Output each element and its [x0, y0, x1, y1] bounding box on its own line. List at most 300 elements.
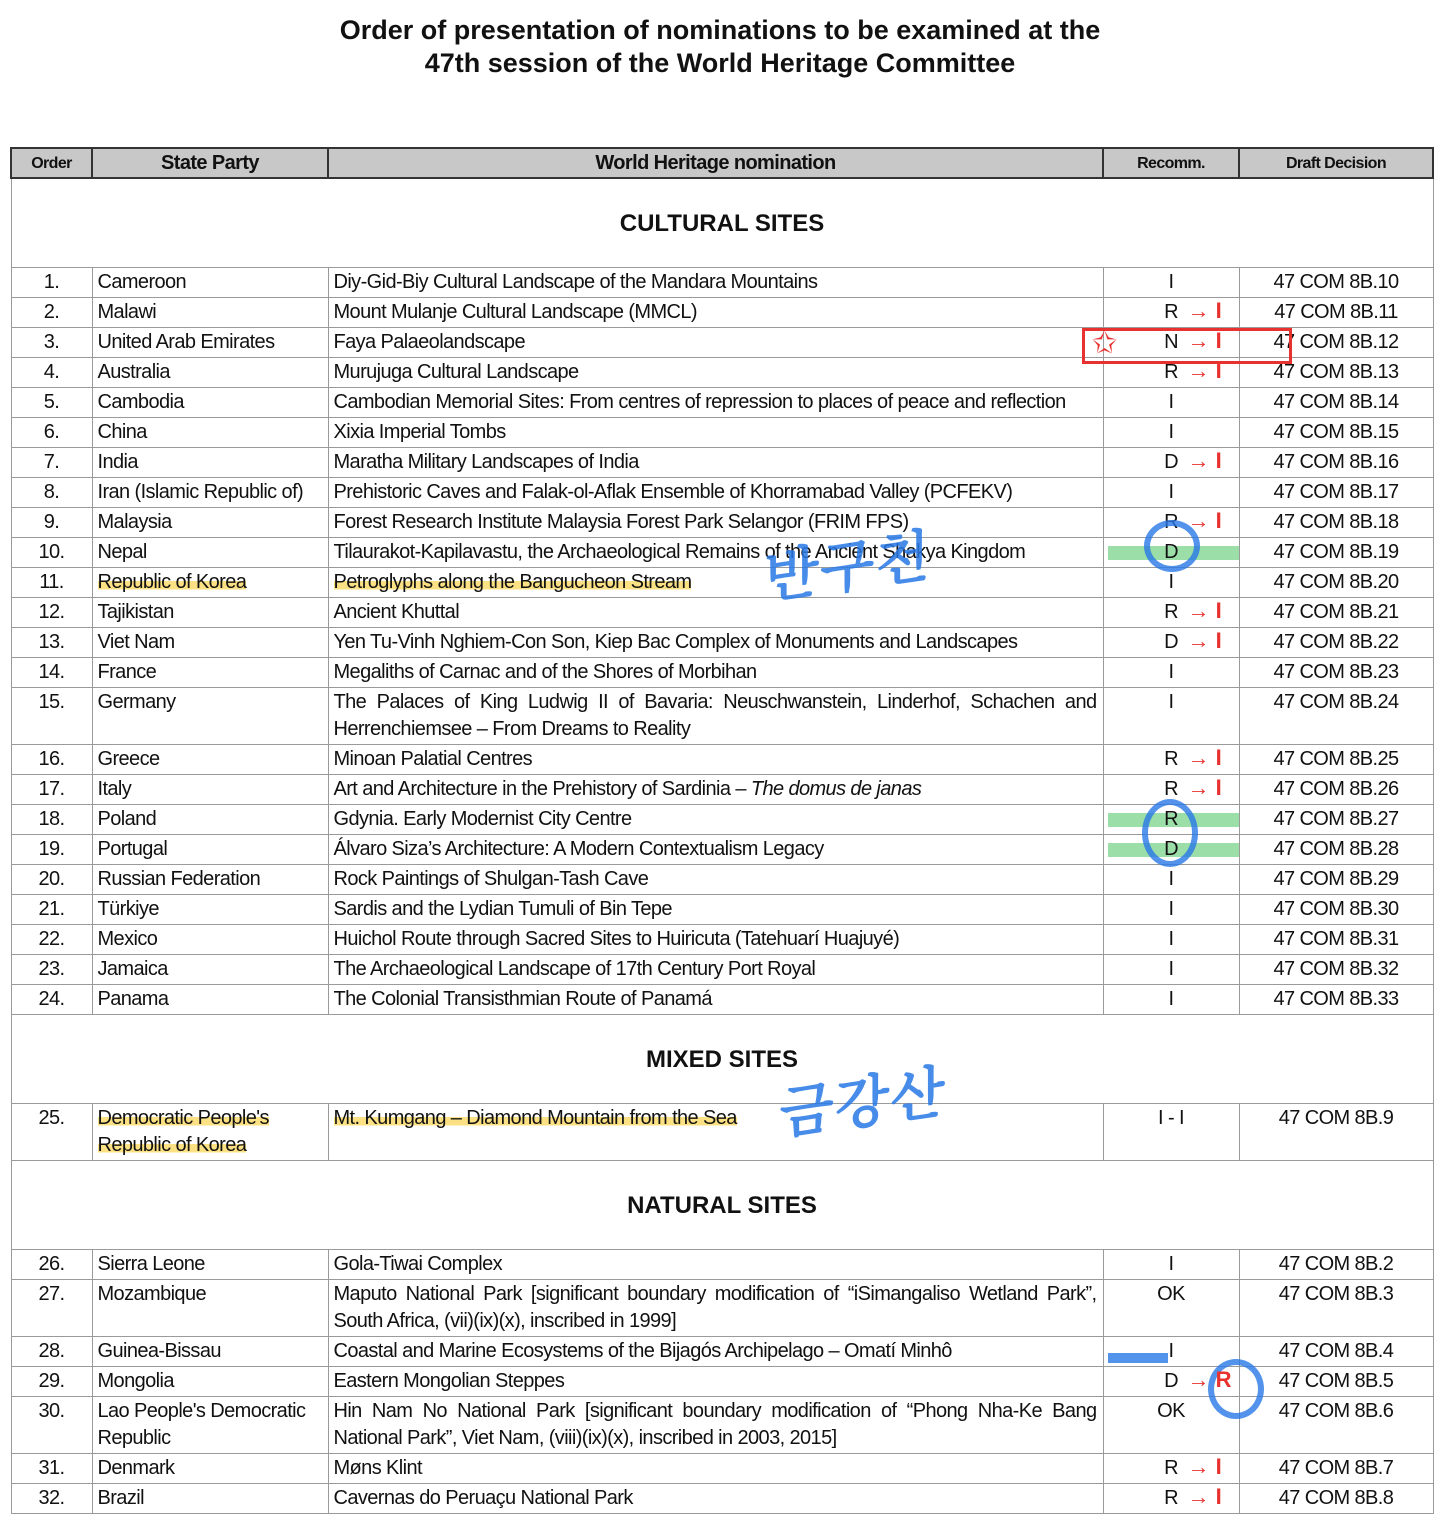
nomination-text: Gola-Tiwai Complex	[333, 1253, 503, 1275]
nomination-text: Tilaurakot-Kapilavastu, the Archaeological Remains of the Ancient Shakya Kingdom	[333, 541, 1026, 563]
red-handwritten-note: → I	[1187, 1484, 1222, 1509]
red-handwritten-note: → I	[1187, 298, 1222, 323]
recommendation	[1103, 955, 1239, 985]
red-handwritten-note: → I	[1187, 508, 1222, 533]
recommendation-value: I	[1168, 391, 1174, 413]
draft-decision: 47 COM 8B.22	[1239, 628, 1433, 658]
title-line-2: 47th session of the World Heritage Committee	[424, 48, 1016, 78]
draft-decision: 47 COM 8B.15	[1239, 418, 1433, 448]
recommendation-value: I	[1168, 868, 1174, 890]
state-party	[92, 268, 328, 298]
order-number: 2.	[11, 298, 92, 328]
recommendation-value: D	[1164, 631, 1178, 653]
recommendation	[1103, 985, 1239, 1015]
order-number: 31.	[11, 1454, 92, 1484]
recommendation-value: R	[1164, 361, 1178, 383]
order-number: 4.	[11, 358, 92, 388]
recommendation-value: I	[1168, 421, 1174, 443]
order-number: 24.	[11, 985, 92, 1015]
nomination	[328, 1280, 1103, 1337]
recommendation-value: I	[1168, 481, 1174, 503]
table-row	[11, 1280, 1433, 1337]
nomination	[328, 598, 1103, 628]
order-number: 9.	[11, 508, 92, 538]
nomination-text: Murujuga Cultural Landscape	[333, 361, 579, 383]
nomination	[328, 508, 1103, 538]
state-party	[92, 1367, 328, 1397]
state-party	[92, 688, 328, 745]
state-party-text: Guinea-Bissau	[97, 1340, 221, 1362]
recommendation	[1103, 538, 1239, 568]
recommendation-value: I	[1168, 988, 1174, 1010]
nomination-text: Hin Nam No National Park [significant boundary modification of “Phong Nha-Ke Bang National Park”, Viet Nam, (viii)(ix)(x), inscribed in 2003, 2015]	[333, 1400, 1097, 1449]
table-row	[11, 1484, 1433, 1514]
draft-decision: 47 COM 8B.19	[1239, 538, 1433, 568]
recommendation-value: R	[1164, 301, 1178, 323]
draft-decision: 47 COM 8B.8	[1239, 1484, 1433, 1514]
state-party	[92, 805, 328, 835]
nomination-text: Forest Research Institute Malaysia Forest Park Selangor (FRIM FPS)	[333, 511, 909, 533]
recommendation	[1103, 925, 1239, 955]
order-number: 6.	[11, 418, 92, 448]
state-party	[92, 1280, 328, 1337]
state-party-text: Poland	[97, 808, 157, 830]
blue-line-annotation	[1108, 1353, 1168, 1363]
recommendation	[1103, 1250, 1239, 1280]
table-row	[11, 448, 1433, 478]
draft-decision: 47 COM 8B.18	[1239, 508, 1433, 538]
nomination-text: Ancient Khuttal	[333, 601, 460, 623]
state-party-text: Panama	[97, 988, 169, 1010]
recommendation	[1103, 448, 1239, 478]
table-row	[11, 598, 1433, 628]
recommendation-value: D	[1164, 451, 1178, 473]
recommendation	[1103, 598, 1239, 628]
order-number: 25.	[11, 1104, 92, 1161]
state-party-text: Denmark	[97, 1457, 175, 1479]
recommendation	[1103, 1280, 1239, 1337]
table-row	[11, 1250, 1433, 1280]
nomination-text: Rock Paintings of Shulgan-Tash Cave	[333, 868, 649, 890]
recommendation-value: I	[1168, 1253, 1174, 1275]
nomination-text: Eastern Mongolian Steppes	[333, 1370, 565, 1392]
state-party	[92, 1397, 328, 1454]
nomination-text: Megaliths of Carnac and of the Shores of Morbihan	[333, 661, 757, 683]
section-heading: MIXED SITES	[11, 1015, 1433, 1104]
state-party-text: Cameroon	[97, 271, 187, 293]
nomination	[328, 628, 1103, 658]
state-party-text: Türkiye	[97, 898, 159, 920]
nomination-text: Sardis and the Lydian Tumuli of Bin Tepe	[333, 898, 672, 920]
order-number: 5.	[11, 388, 92, 418]
state-party-text: Lao People's Democratic Republic	[97, 1400, 306, 1449]
order-number: 13.	[11, 628, 92, 658]
recommendation-value: OK	[1157, 1283, 1185, 1305]
draft-decision: 47 COM 8B.13	[1239, 358, 1433, 388]
nomination-text: Xixia Imperial Tombs	[333, 421, 506, 443]
nomination-text: Diy-Gid-Biy Cultural Landscape of the Mandara Mountains	[333, 271, 818, 293]
header-order: Order	[11, 148, 92, 178]
nomination	[328, 1484, 1103, 1514]
table-row	[11, 895, 1433, 925]
draft-decision: 47 COM 8B.23	[1239, 658, 1433, 688]
table-row	[11, 298, 1433, 328]
recommendation-value: I	[1168, 928, 1174, 950]
state-party-text: Iran (Islamic Republic of)	[97, 481, 304, 503]
state-party	[92, 508, 328, 538]
header-nomination: World Heritage nomination	[328, 148, 1103, 178]
order-number: 21.	[11, 895, 92, 925]
state-party	[92, 658, 328, 688]
nomination	[328, 388, 1103, 418]
order-number: 19.	[11, 835, 92, 865]
recommendation-value: I	[1168, 661, 1174, 683]
recommendation	[1103, 628, 1239, 658]
state-party-text: Mexico	[97, 928, 158, 950]
table-row	[11, 508, 1433, 538]
order-number: 1.	[11, 268, 92, 298]
order-number: 22.	[11, 925, 92, 955]
nomination-text: Faya Palaeolandscape	[333, 331, 525, 353]
draft-decision: 47 COM 8B.30	[1239, 895, 1433, 925]
nomination	[328, 538, 1103, 568]
state-party	[92, 448, 328, 478]
order-number: 12.	[11, 598, 92, 628]
draft-decision: 47 COM 8B.32	[1239, 955, 1433, 985]
recommendation-value: I	[1168, 1340, 1174, 1362]
star-icon: ✩	[1092, 327, 1118, 360]
nomination	[328, 1454, 1103, 1484]
draft-decision: 47 COM 8B.17	[1239, 478, 1433, 508]
order-number: 27.	[11, 1280, 92, 1337]
red-handwritten-note: → I	[1187, 448, 1222, 473]
recommendation	[1103, 298, 1239, 328]
state-party	[92, 568, 328, 598]
recommendation-value: I	[1168, 958, 1174, 980]
nomination-text: Gdynia. Early Modernist City Centre	[333, 808, 632, 830]
recommendation	[1103, 1484, 1239, 1514]
table-row	[11, 1454, 1433, 1484]
nomination	[328, 658, 1103, 688]
state-party-text: Greece	[97, 748, 160, 770]
recommendation	[1103, 568, 1239, 598]
state-party	[92, 1104, 328, 1161]
document-title	[0, 14, 1440, 80]
draft-decision: 47 COM 8B.10	[1239, 268, 1433, 298]
state-party-text: Mozambique	[97, 1283, 207, 1305]
draft-decision: 47 COM 8B.9	[1239, 1104, 1433, 1161]
nomination-text: Mt. Kumgang – Diamond Mountain from the Sea	[333, 1107, 737, 1129]
state-party-text: Mongolia	[97, 1370, 174, 1392]
state-party	[92, 865, 328, 895]
order-number: 29.	[11, 1367, 92, 1397]
state-party-text: India	[97, 451, 138, 473]
state-party	[92, 925, 328, 955]
draft-decision: 47 COM 8B.24	[1239, 688, 1433, 745]
draft-decision: 47 COM 8B.7	[1239, 1454, 1433, 1484]
state-party-text: Malawi	[97, 301, 157, 323]
section-heading: CULTURAL SITES	[11, 178, 1433, 268]
draft-decision: 47 COM 8B.3	[1239, 1280, 1433, 1337]
order-number: 8.	[11, 478, 92, 508]
nomination	[328, 448, 1103, 478]
state-party	[92, 1337, 328, 1367]
nomination-text: Møns Klint	[333, 1457, 422, 1479]
section-row	[11, 1015, 1433, 1104]
order-number: 16.	[11, 745, 92, 775]
section-heading: NATURAL SITES	[11, 1161, 1433, 1250]
state-party	[92, 328, 328, 358]
state-party	[92, 628, 328, 658]
red-handwritten-note: → I	[1187, 598, 1222, 623]
order-number: 10.	[11, 538, 92, 568]
table-row	[11, 805, 1433, 835]
nomination	[328, 805, 1103, 835]
state-party	[92, 358, 328, 388]
recommendation	[1103, 388, 1239, 418]
state-party-text: Italy	[97, 778, 132, 800]
order-number: 26.	[11, 1250, 92, 1280]
nomination	[328, 865, 1103, 895]
state-party	[92, 955, 328, 985]
nomination-text: Yen Tu-Vinh Nghiem-Con Son, Kiep Bac Complex of Monuments and Landscapes	[333, 631, 1018, 653]
state-party-text: Malaysia	[97, 511, 172, 533]
state-party	[92, 1250, 328, 1280]
order-number: 30.	[11, 1397, 92, 1454]
recommendation-value: R	[1164, 808, 1178, 830]
order-number: 15.	[11, 688, 92, 745]
nomination-italic: The domus de janas	[750, 778, 922, 800]
order-number: 14.	[11, 658, 92, 688]
state-party-text: Republic of Korea	[97, 571, 247, 593]
recommendation	[1103, 865, 1239, 895]
table-row	[11, 478, 1433, 508]
recommendation-value: R	[1164, 511, 1178, 533]
recommendation	[1103, 658, 1239, 688]
table-row	[11, 775, 1433, 805]
table-row	[11, 745, 1433, 775]
nomination-text: The Colonial Transisthmian Route of Panamá	[333, 988, 712, 1010]
state-party	[92, 388, 328, 418]
recommendation-value: R	[1164, 601, 1178, 623]
nomination	[328, 268, 1103, 298]
draft-decision: 47 COM 8B.12	[1239, 328, 1433, 358]
table-row	[11, 865, 1433, 895]
nomination-text: Art and Architecture in the Prehistory of Sardinia –	[333, 778, 751, 800]
draft-decision: 47 COM 8B.25	[1239, 745, 1433, 775]
order-number: 23.	[11, 955, 92, 985]
nomination-text: Mount Mulanje Cultural Landscape (MMCL)	[333, 301, 697, 323]
order-number: 7.	[11, 448, 92, 478]
recommendation-value: D	[1164, 838, 1178, 860]
recommendation-value: D	[1164, 1370, 1178, 1392]
recommendation-value: N	[1164, 331, 1178, 353]
nomination	[328, 895, 1103, 925]
header-draft-decision: Draft Decision	[1239, 148, 1433, 178]
recommendation-value: I	[1168, 691, 1174, 713]
table-row	[11, 568, 1433, 598]
draft-decision: 47 COM 8B.16	[1239, 448, 1433, 478]
state-party	[92, 985, 328, 1015]
draft-decision: 47 COM 8B.21	[1239, 598, 1433, 628]
recommendation	[1103, 1104, 1239, 1161]
draft-decision: 47 COM 8B.11	[1239, 298, 1433, 328]
table-row	[11, 628, 1433, 658]
state-party	[92, 1454, 328, 1484]
state-party	[92, 895, 328, 925]
recommendation-value: R	[1164, 778, 1178, 800]
red-handwritten-note: → I	[1187, 628, 1222, 653]
recommendation-value: D	[1164, 541, 1178, 563]
table-row	[11, 418, 1433, 448]
draft-decision: 47 COM 8B.5	[1239, 1367, 1433, 1397]
state-party	[92, 835, 328, 865]
recommendation-value: I	[1168, 571, 1174, 593]
nomination-text: Huichol Route through Sacred Sites to Huiricuta (Tatehuarí Huajuyé)	[333, 928, 900, 950]
state-party	[92, 598, 328, 628]
nomination-text: Petroglyphs along the Bangucheon Stream	[333, 571, 692, 593]
nomination-text: The Archaeological Landscape of 17th Century Port Royal	[333, 958, 816, 980]
nomination-text: Cavernas do Peruaçu National Park	[333, 1487, 633, 1509]
draft-decision: 47 COM 8B.27	[1239, 805, 1433, 835]
table-row	[11, 1337, 1433, 1367]
table-row	[11, 388, 1433, 418]
nomination	[328, 1250, 1103, 1280]
nomination	[328, 328, 1103, 358]
draft-decision: 47 COM 8B.33	[1239, 985, 1433, 1015]
order-number: 3.	[11, 328, 92, 358]
state-party-text: France	[97, 661, 157, 683]
nomination	[328, 358, 1103, 388]
state-party-text: Cambodia	[97, 391, 184, 413]
state-party	[92, 418, 328, 448]
state-party	[92, 1484, 328, 1514]
table-row	[11, 688, 1433, 745]
draft-decision: 47 COM 8B.14	[1239, 388, 1433, 418]
recommendation	[1103, 1454, 1239, 1484]
state-party	[92, 298, 328, 328]
nomination-text: Álvaro Siza’s Architecture: A Modern Contextualism Legacy	[333, 838, 824, 860]
state-party-text: Sierra Leone	[97, 1253, 205, 1275]
nomination-text: Minoan Palatial Centres	[333, 748, 533, 770]
state-party-text: Jamaica	[97, 958, 168, 980]
header-state-party: State Party	[92, 148, 328, 178]
recommendation-value: R	[1164, 748, 1178, 770]
recommendation-value: R	[1164, 1487, 1178, 1509]
nomination-text: The Palaces of King Ludwig II of Bavaria: Neuschwanstein, Linderhof, Schachen and Herrenchiemsee – From Dreams to Reality	[333, 691, 1097, 740]
handwritten-annotation: 금강산	[779, 1058, 946, 1149]
state-party-text: Germany	[97, 691, 176, 713]
draft-decision: 47 COM 8B.29	[1239, 865, 1433, 895]
recommendation-value: R	[1164, 1457, 1178, 1479]
nomination-text: Prehistoric Caves and Falak-ol-Aflak Ensemble of Khorramabad Valley (PCFEKV)	[333, 481, 1013, 503]
state-party-text: Democratic People's Republic of Korea	[97, 1107, 269, 1156]
recommendation-value: I	[1168, 271, 1174, 293]
table-header	[11, 148, 1433, 178]
order-number: 18.	[11, 805, 92, 835]
order-number: 11.	[11, 568, 92, 598]
nomination	[328, 955, 1103, 985]
order-number: 17.	[11, 775, 92, 805]
recommendation	[1103, 895, 1239, 925]
table-row	[11, 538, 1433, 568]
recommendation	[1103, 478, 1239, 508]
recommendation-value: OK	[1157, 1400, 1185, 1422]
state-party	[92, 478, 328, 508]
draft-decision: 47 COM 8B.31	[1239, 925, 1433, 955]
nomination-text: Cambodian Memorial Sites: From centres of repression to places of peace and reflection	[333, 391, 1066, 413]
red-handwritten-note: → I	[1187, 328, 1222, 353]
state-party	[92, 538, 328, 568]
order-number: 32.	[11, 1484, 92, 1514]
section-row	[11, 178, 1433, 268]
nomination	[328, 835, 1103, 865]
state-party-text: China	[97, 421, 147, 443]
draft-decision: 47 COM 8B.4	[1239, 1337, 1433, 1367]
recommendation-value: I	[1168, 898, 1174, 920]
red-handwritten-note: → R	[1187, 1367, 1232, 1392]
state-party	[92, 775, 328, 805]
recommendation	[1103, 268, 1239, 298]
nomination	[328, 745, 1103, 775]
state-party-text: United Arab Emirates	[97, 331, 275, 353]
state-party	[92, 745, 328, 775]
nomination-text: Maputo National Park [significant boundary modification of “iSimangaliso Wetland Park”, South Africa, (vii)(ix)(x), inscribed in 1999]	[333, 1283, 1097, 1332]
table-row	[11, 268, 1433, 298]
nomination-text: Coastal and Marine Ecosystems of the Bijagós Archipelago – Omatí Minhô	[333, 1340, 952, 1362]
state-party-text: Russian Federation	[97, 868, 261, 890]
red-handwritten-note: → I	[1187, 775, 1222, 800]
recommendation	[1103, 745, 1239, 775]
nomination	[328, 925, 1103, 955]
red-handwritten-note: → I	[1187, 358, 1222, 383]
nomination	[328, 985, 1103, 1015]
table-row	[11, 925, 1433, 955]
nomination	[328, 1367, 1103, 1397]
title-line-1: Order of presentation of nominations to be examined at the	[339, 15, 1101, 45]
recommendation	[1103, 1367, 1239, 1397]
table-row	[11, 955, 1433, 985]
state-party-text: Brazil	[97, 1487, 144, 1509]
nomination	[328, 1337, 1103, 1367]
header-recomm: Recomm.	[1103, 148, 1239, 178]
state-party-text: Portugal	[97, 838, 168, 860]
nomination	[328, 775, 1103, 805]
recommendation	[1103, 805, 1239, 835]
recommendation	[1103, 418, 1239, 448]
state-party-text: Tajikistan	[97, 601, 174, 623]
red-handwritten-note: → I	[1187, 1454, 1222, 1479]
draft-decision: 47 COM 8B.20	[1239, 568, 1433, 598]
draft-decision: 47 COM 8B.28	[1239, 835, 1433, 865]
section-row	[11, 1161, 1433, 1250]
order-number: 28.	[11, 1337, 92, 1367]
recommendation	[1103, 688, 1239, 745]
draft-decision: 47 COM 8B.6	[1239, 1397, 1433, 1454]
nomination	[328, 478, 1103, 508]
nomination	[328, 1397, 1103, 1454]
draft-decision: 47 COM 8B.2	[1239, 1250, 1433, 1280]
state-party-text: Nepal	[97, 541, 147, 563]
nomination	[328, 298, 1103, 328]
nomination	[328, 418, 1103, 448]
recommendation-value: I - I	[1158, 1107, 1184, 1129]
state-party-text: Australia	[97, 361, 170, 383]
table-row	[11, 1367, 1433, 1397]
table-row	[11, 1104, 1433, 1161]
state-party-text: Viet Nam	[97, 631, 175, 653]
nomination	[328, 688, 1103, 745]
